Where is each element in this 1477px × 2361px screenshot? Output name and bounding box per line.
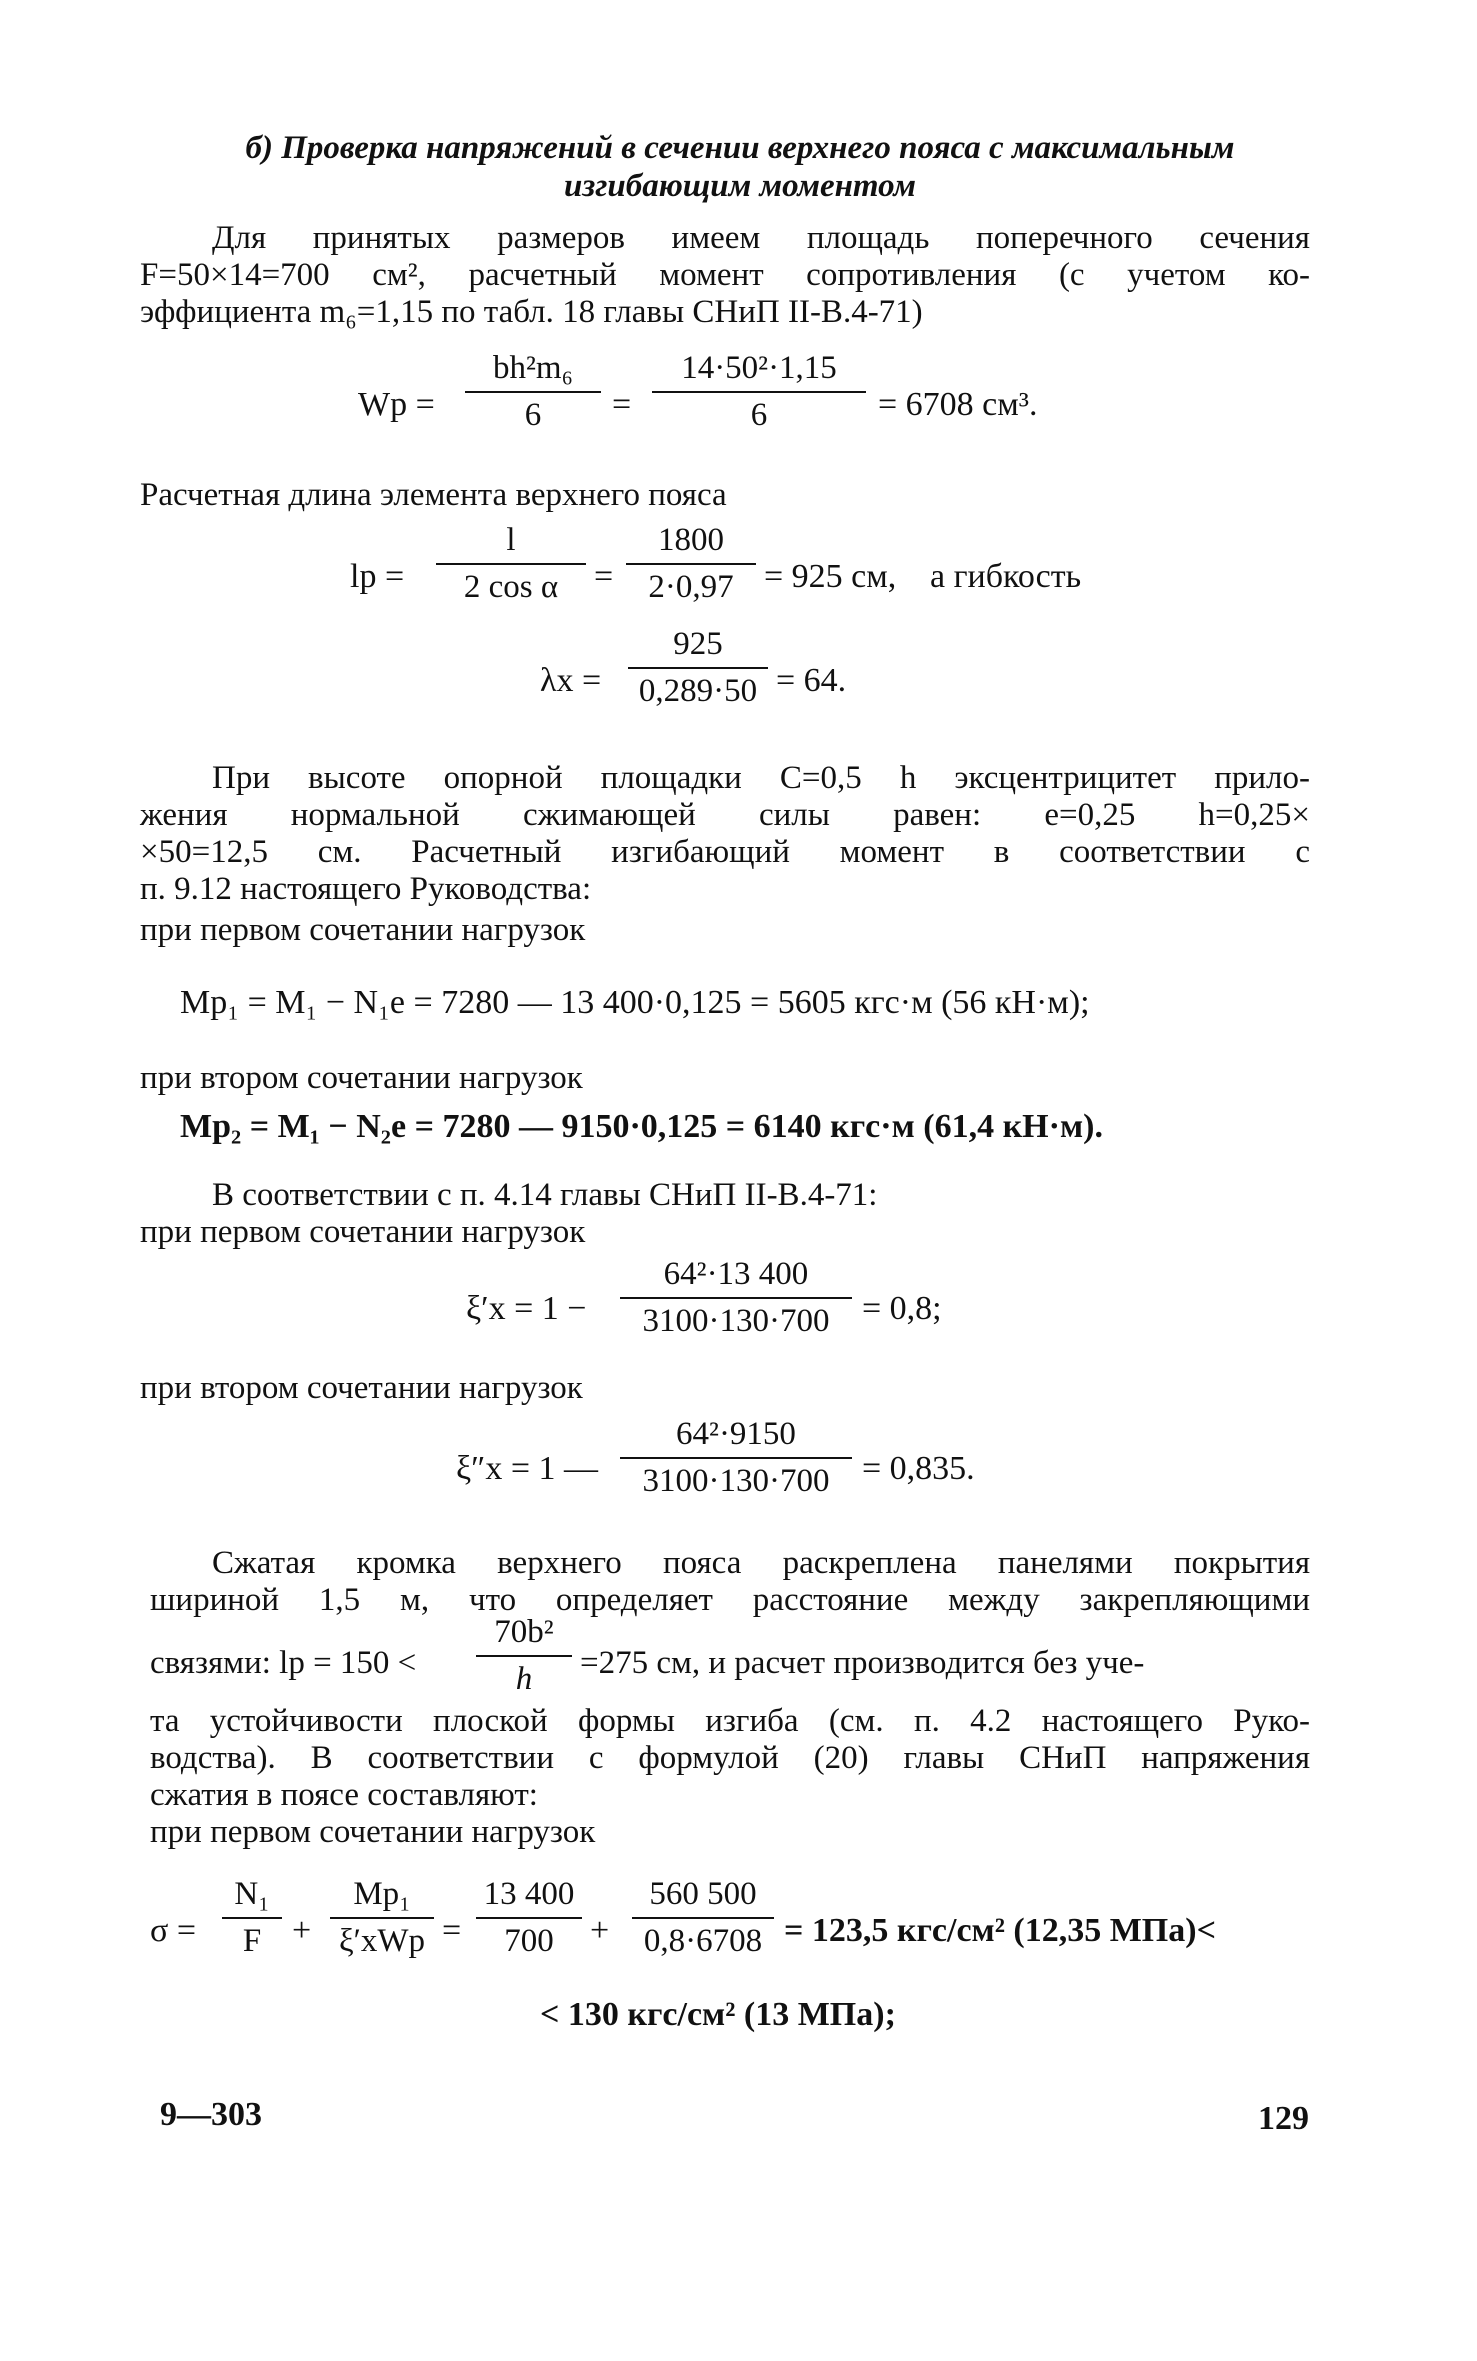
eq-lp-f1-denominator: 2 cos α <box>463 569 559 605</box>
eq-lambda-lhs: λx = <box>540 662 602 699</box>
section-heading-line1: б) Проверка напряжений в сечении верхнего пояса с максимальным <box>245 130 1235 166</box>
eq-lp-fraction-1 <box>436 522 586 606</box>
eq-lambda-fraction <box>628 626 768 710</box>
eq-sigma-fraction-1 <box>222 1876 282 1960</box>
paragraph-7-line1: Сжатая кромка верхнего пояса раскреплена панелями покрытия <box>212 1545 1310 1581</box>
eq-sigma-f2-numerator: Mp₁ <box>330 1876 434 1919</box>
eq-wp-f1-numerator: bh²m₆ <box>465 350 601 393</box>
paragraph-1-line2: F=50×14=700 см², расчетный момент сопротивления (с учетом ко- <box>140 257 1310 293</box>
eq-lp-f1-numerator: l <box>436 522 586 565</box>
paragraph-1-line1: Для принятых размеров имеем площадь поперечного сечения <box>212 220 1310 256</box>
eq-lambda-numerator: 925 <box>628 626 768 669</box>
equation-mp2: Mp₂ = M₁ − N₂e = 7280 — 9150·0,125 = 6140 кгс·м (61,4 кН·м). <box>180 1108 1103 1145</box>
paragraph-7-line6: сжатия в поясе составляют: <box>150 1777 538 1813</box>
eq-sigma-f3-denominator: 700 <box>504 1923 554 1959</box>
eq-wp-f2-numerator: 14·50²·1,15 <box>652 350 866 393</box>
paragraph-7-fraction-denominator: h <box>515 1661 533 1697</box>
eq-xi2-fraction <box>620 1416 852 1500</box>
paragraph-7-line2: шириной 1,5 м, что определяет расстояние между закрепляющими <box>150 1582 1310 1618</box>
eq-lambda-result: = 64. <box>776 662 847 699</box>
eq-lp-lhs: lр = <box>350 558 405 595</box>
eq-wp-lhs: Wр = <box>358 386 435 423</box>
eq-wp-fraction-1 <box>465 350 601 434</box>
paragraph-7-line3-end: =275 см, и расчет производится без уче- <box>580 1645 1145 1681</box>
paragraph-3-line5: при первом сочетании нагрузок <box>140 912 586 948</box>
paragraph-7-line3-start: связями: lр = 150 < <box>150 1645 417 1681</box>
paragraph-7-line7: при первом сочетании нагрузок <box>150 1814 596 1850</box>
eq-xi2-result: = 0,835. <box>862 1450 975 1487</box>
eq-wp-f2-denominator: 6 <box>750 397 768 433</box>
eq-xi1-result: = 0,8; <box>862 1290 942 1327</box>
eq-sigma-f3-numerator: 13 400 <box>476 1876 582 1919</box>
eq-sigma-f1-denominator: F <box>242 1923 262 1959</box>
eq-xi2-denominator: 3100·130·700 <box>642 1463 830 1499</box>
eq-xi1-numerator: 64²·13 400 <box>620 1256 852 1299</box>
paragraph-3-line1: При высоте опорной площадки C=0,5 h эксцентрицитет прило- <box>212 760 1310 796</box>
eq-sigma-f4-denominator: 0,8·6708 <box>643 1923 763 1959</box>
eq-lp-equals: = <box>594 558 614 595</box>
paragraph-3-line4: п. 9.12 настоящего Руководства: <box>140 871 592 907</box>
paragraph-3-line3: ×50=12,5 см. Расчетный изгибающий момент в соответствии с <box>140 834 1310 870</box>
signature-mark: 9—303 <box>160 2096 262 2133</box>
paragraph-2: Расчетная длина элемента верхнего пояса <box>140 477 727 513</box>
eq-sigma-line2: < 130 кгс/см² (13 МПа); <box>540 1996 896 2033</box>
paragraph-4: при втором сочетании нагрузок <box>140 1060 583 1096</box>
eq-sigma-plus-1: + <box>292 1912 312 1949</box>
eq-wp-result: = 6708 см³. <box>878 386 1038 423</box>
equation-mp1: Mp₁ = M₁ − N₁e = 7280 — 13 400·0,125 = 5605 кгс·м (56 кН·м); <box>180 984 1090 1021</box>
eq-sigma-plus-2: + <box>590 1912 610 1949</box>
eq-sigma-fraction-4 <box>632 1876 774 1960</box>
eq-wp-equals: = <box>612 386 632 423</box>
eq-lambda-denominator: 0,289·50 <box>638 673 758 709</box>
eq-xi1-fraction <box>620 1256 852 1340</box>
paragraph-3-line2: жения нормальной сжимающей силы равен: e=0,25 h=0,25× <box>140 797 1310 833</box>
eq-lp-f2-numerator: 1800 <box>626 522 756 565</box>
eq-xi1-denominator: 3100·130·700 <box>642 1303 830 1339</box>
eq-wp-f1-denominator: 6 <box>524 397 542 433</box>
paragraph-7-fraction <box>476 1614 572 1698</box>
paragraph-5-line2: при первом сочетании нагрузок <box>140 1214 586 1250</box>
eq-sigma-f4-numerator: 560 500 <box>632 1876 774 1919</box>
eq-sigma-f1-numerator: N₁ <box>222 1876 282 1919</box>
eq-sigma-result: = 123,5 кгс/см² (12,35 МПа)< <box>784 1912 1216 1949</box>
section-heading-line2: изгибающим моментом <box>563 168 917 204</box>
eq-lp-fraction-2 <box>626 522 756 606</box>
paragraph-6: при втором сочетании нагрузок <box>140 1370 583 1406</box>
eq-sigma-f2-denominator: ξ′xWр <box>338 1923 426 1959</box>
eq-lp-result: = 925 см, <box>764 558 897 595</box>
paragraph-1-line3: эффициента m₆=1,15 по табл. 18 главы СНиП II-В.4-71) <box>140 294 923 330</box>
paragraph-7-fraction-numerator: 70b² <box>476 1614 572 1657</box>
eq-lp-f2-denominator: 2·0,97 <box>648 569 734 605</box>
eq-xi2-numerator: 64²·9150 <box>620 1416 852 1459</box>
eq-sigma-equals: = <box>442 1912 462 1949</box>
eq-sigma-fraction-2 <box>330 1876 434 1960</box>
eq-sigma-lhs: σ = <box>150 1912 197 1949</box>
paragraph-7-line5: водства). В соответствии с формулой (20) главы СНиП напряжения <box>150 1740 1310 1776</box>
paragraph-5-line1: В соответствии с п. 4.14 главы СНиП II-В.4-71: <box>212 1177 878 1213</box>
eq-xi2-lhs: ξ″x = 1 — <box>456 1450 598 1487</box>
eq-wp-fraction-2 <box>652 350 866 434</box>
eq-xi1-lhs: ξ′x = 1 − <box>466 1290 587 1327</box>
eq-sigma-fraction-3 <box>476 1876 582 1960</box>
page-number: 129 <box>1258 2100 1309 2137</box>
paragraph-7-line4: та устойчивости плоской формы изгиба (см. п. 4.2 настоящего Руко- <box>150 1703 1310 1739</box>
eq-lp-tail: а гибкость <box>930 558 1082 595</box>
